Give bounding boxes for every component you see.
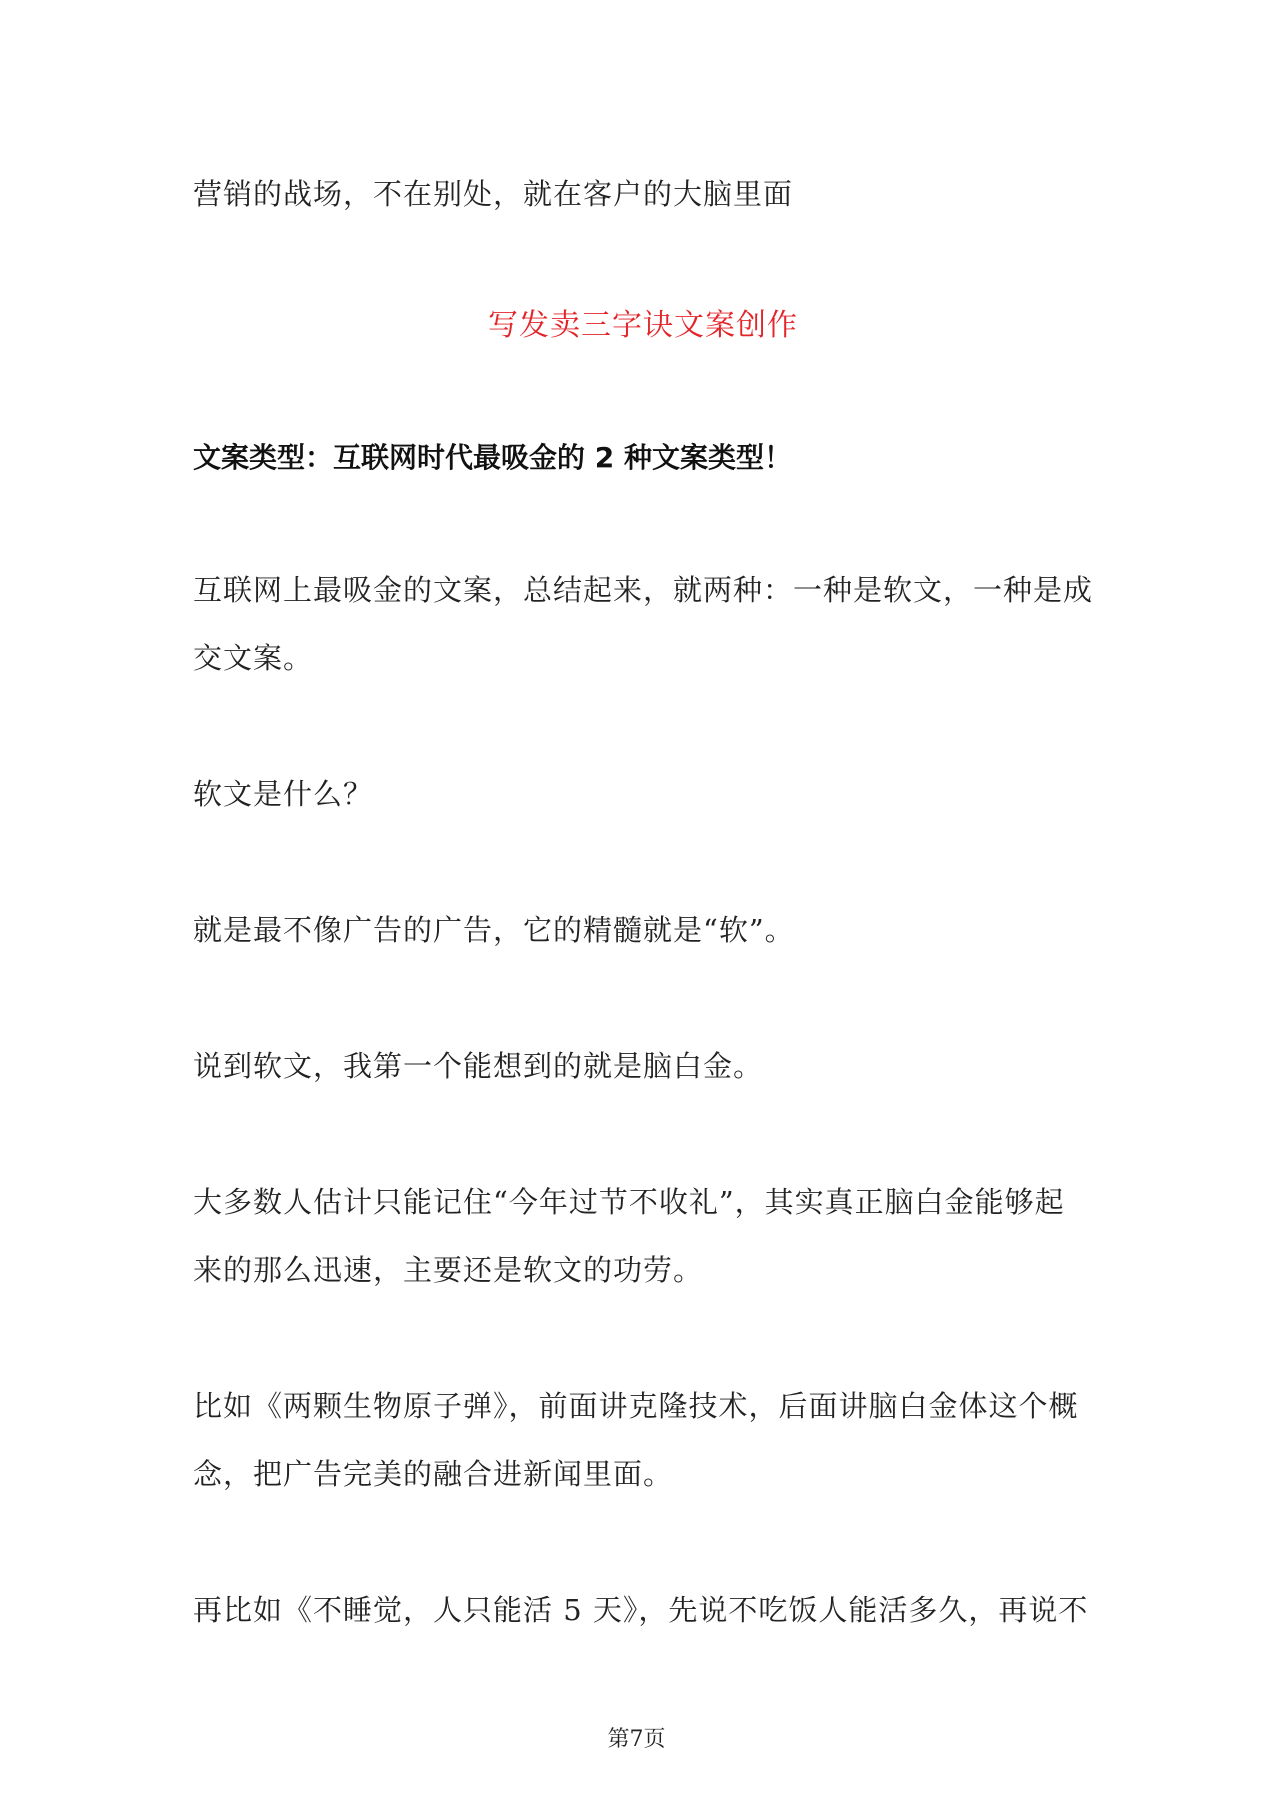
paragraph-1: 互联网上最吸金的文案，总结起来，就两种：一种是软文，一种是成交文案。 — [193, 573, 1094, 675]
document-body — [193, 160, 1093, 1712]
paragraph-7: 再比如《不睡觉，人只能活 5 天》，先说不吃饭人能活多久，再说不 — [193, 1593, 1089, 1627]
paragraph-4: 说到软文，我第一个能想到的就是脑白金。 — [193, 1049, 764, 1083]
paragraph-5: 大多数人估计只能记住“今年过节不收礼”，其实真正脑白金能够起来的那么迅速，主要还是软文的功劳。 — [193, 1185, 1065, 1287]
paragraph-2: 软文是什么？ — [193, 777, 374, 811]
paragraph-6: 比如《两颗生物原子弹》，前面讲克隆技术，后面讲脑白金体这个概念，把广告完美的融合进新闻里面。 — [193, 1389, 1079, 1491]
page-number: 第7页 — [607, 1727, 666, 1752]
section-subtitle: 文案类型：互联网时代最吸金的 2 种文案类型！ — [193, 441, 792, 474]
paragraph-3: 就是最不像广告的广告，它的精髓就是“软”。 — [193, 913, 795, 947]
section-title: 写发卖三字诀文案创作 — [488, 308, 798, 343]
intro-paragraph: 营销的战场，不在别处，就在客户的大脑里面 — [193, 177, 794, 211]
